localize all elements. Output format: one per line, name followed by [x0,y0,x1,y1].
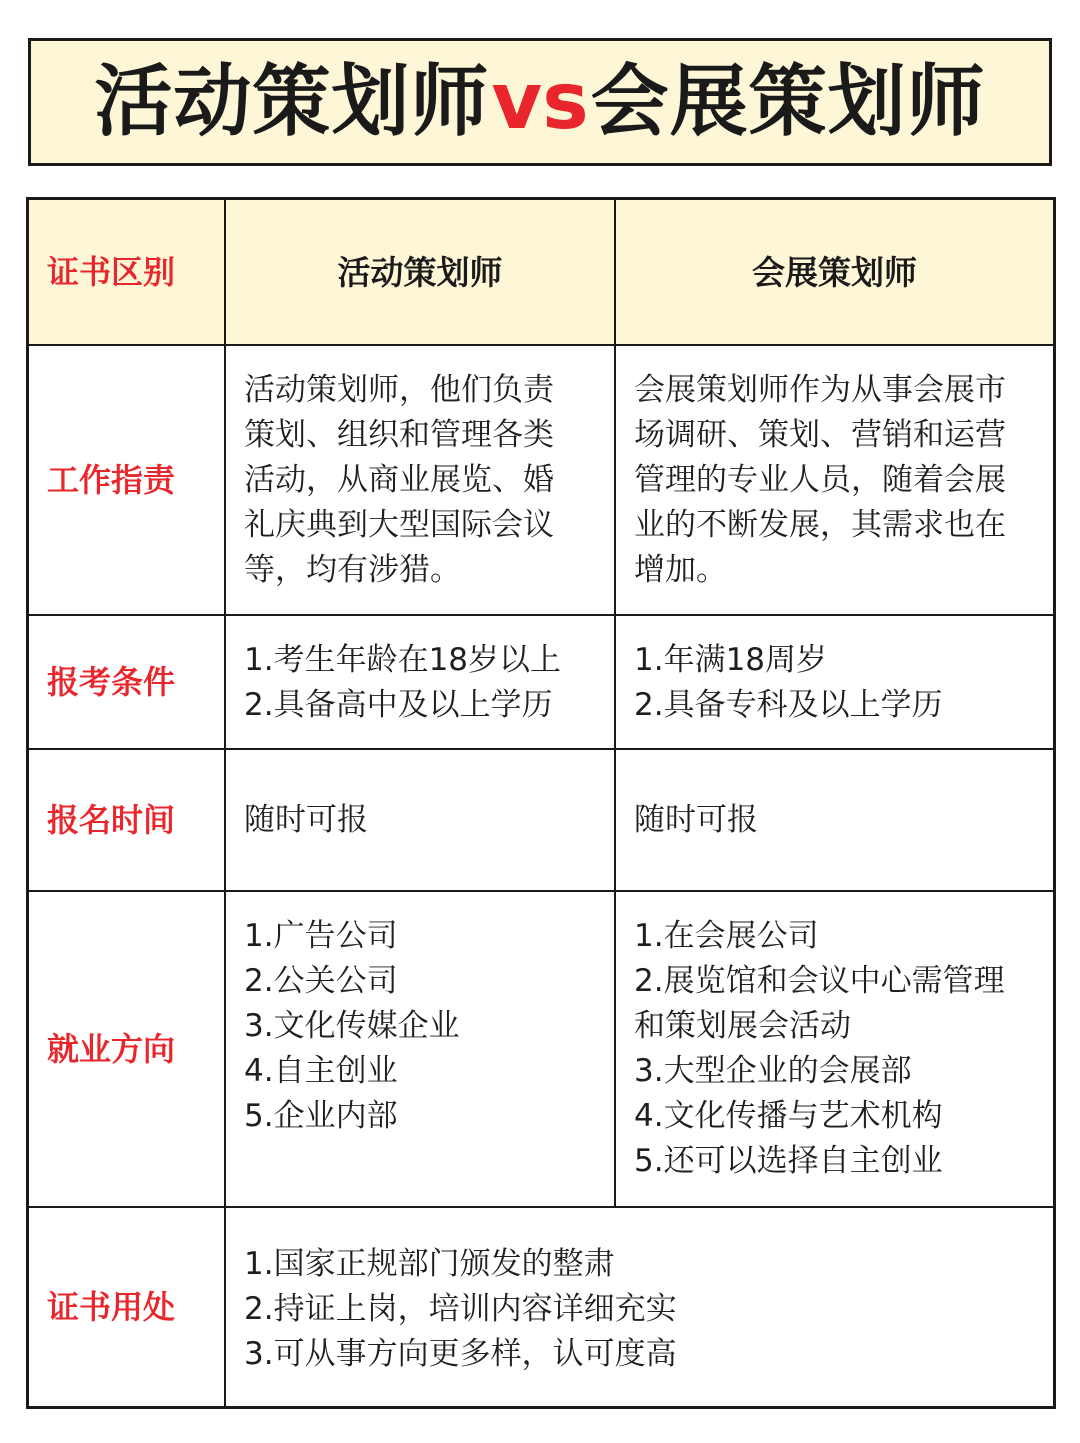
usage-merged [226,1208,1053,1406]
duties-activity-line: 等，均有涉猎。 [244,552,461,588]
requirements-exhibition [616,616,1053,750]
signup-activity [226,750,616,892]
career-activity-line: 4.自主创业 [244,1053,398,1089]
career-activity-line: 3.文化传媒企业 [244,1008,460,1044]
career-exhibition-line: 1.在会展公司 [634,918,819,954]
header-label: 证书区别 [29,200,226,346]
duties-exhibition [616,346,1053,616]
career-exhibition-line: 2.展览馆和会议中心需管理 [634,963,1005,999]
signup-activity-text: 随时可报 [244,801,368,838]
duties-exhibition-line: 业的不断发展，其需求也在 [634,507,1006,543]
row-label-career: 就业方向 [29,892,226,1208]
comparison-table [26,197,1056,1409]
requirements-exhibition-line: 2.具备专科及以上学历 [634,687,943,723]
requirements-activity [226,616,616,750]
requirements-activity-line: 1.考生年龄在18岁以上 [244,642,562,678]
usage-line: 1.国家正规部门颁发的整肃 [244,1246,615,1282]
signup-exhibition-text: 随时可报 [634,801,758,838]
header-col-exhibition: 会展策划师 [616,200,1053,346]
career-activity-line: 2.公关公司 [244,963,398,999]
usage-line: 2.持证上岗，培训内容详细充实 [244,1291,677,1327]
title-banner [28,38,1052,166]
header-col-activity: 活动策划师 [226,200,616,346]
career-activity-line: 1.广告公司 [244,918,398,954]
duties-exhibition-line: 管理的专业人员，随着会展 [634,462,1006,498]
career-exhibition [616,892,1053,1208]
title-vs: vs [491,57,589,147]
duties-activity-line: 策划、组织和管理各类 [244,417,554,453]
requirements-exhibition-line: 1.年满18周岁 [634,642,828,678]
duties-activity [226,346,616,616]
row-label-duties: 工作指责 [29,346,226,616]
row-label-usage: 证书用处 [29,1208,226,1406]
title-left: 活动策划师 [94,57,490,147]
duties-exhibition-line: 场调研、策划、营销和运营 [634,417,1006,453]
career-exhibition-line: 3.大型企业的会展部 [634,1053,912,1089]
career-exhibition-line: 4.文化传播与艺术机构 [634,1098,943,1134]
usage-line: 3.可从事方向更多样，认可度高 [244,1336,677,1372]
duties-activity-line: 活动策划师，他们负责 [244,372,554,408]
row-label-requirements: 报考条件 [29,616,226,750]
duties-activity-line: 活动，从商业展览、婚 [244,462,554,498]
row-label-signup: 报名时间 [29,750,226,892]
career-activity [226,892,616,1208]
requirements-activity-line: 2.具备高中及以上学历 [244,687,553,723]
career-exhibition-line: 5.还可以选择自主创业 [634,1143,943,1179]
title-right: 会展策划师 [590,57,986,147]
duties-exhibition-line: 会展策划师作为从事会展市 [634,372,1006,408]
duties-exhibition-line: 增加。 [634,552,727,588]
career-exhibition-line: 和策划展会活动 [634,1008,851,1044]
signup-exhibition [616,750,1053,892]
career-activity-line: 5.企业内部 [244,1098,398,1134]
duties-activity-line: 礼庆典到大型国际会议 [244,507,554,543]
